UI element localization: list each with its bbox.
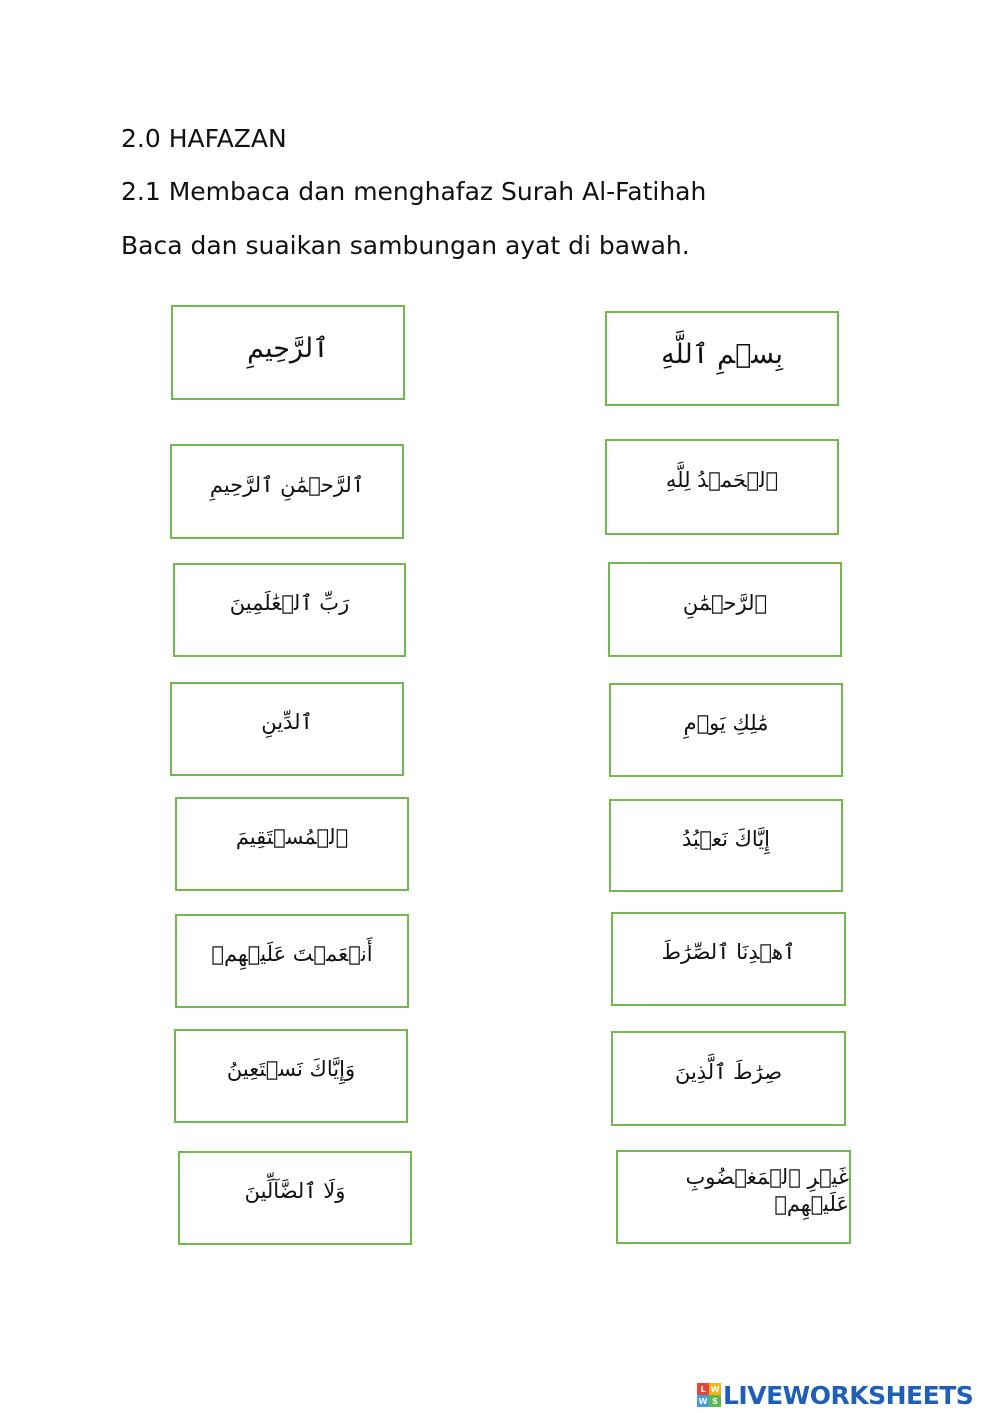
ayat-text: ٱلۡحَمۡدُ لِلَّهِ	[665, 468, 779, 493]
match-card-right[interactable]	[605, 311, 839, 406]
ayat-text: ٱلرَّحِيمِ	[247, 332, 329, 364]
match-card-left[interactable]	[178, 1151, 412, 1245]
logo-tile: L	[697, 1383, 709, 1395]
match-card-left[interactable]	[174, 1029, 408, 1123]
match-card-right[interactable]	[611, 912, 846, 1006]
match-card-right[interactable]	[608, 562, 842, 657]
logo-tile: S	[709, 1395, 721, 1407]
ayat-text: صِرَٰطَ ٱلَّذِينَ	[674, 1059, 783, 1084]
logo-tile: W	[698, 1396, 708, 1406]
ayat-text: مَٰلِكِ يَوۡمِ	[683, 711, 769, 736]
liveworksheets-brand	[697, 1378, 973, 1412]
ayat-text: ٱلۡمُسۡتَقِيمَ	[235, 825, 349, 850]
match-card-right[interactable]	[609, 683, 843, 777]
match-card-left[interactable]	[175, 914, 409, 1008]
ayat-text: ٱلرَّحۡمَٰنِ	[682, 590, 768, 615]
match-card-right[interactable]	[611, 1031, 846, 1126]
match-card-left[interactable]	[173, 563, 406, 657]
liveworksheets-logo-icon	[697, 1383, 721, 1407]
match-card-left[interactable]	[171, 305, 405, 400]
logo-tile: W	[710, 1384, 720, 1394]
ayat-text: رَبِّ ٱلۡعَٰلَمِينَ	[229, 591, 350, 616]
subsection-title: 2.1 Membaca dan menghafaz Surah Al-Fatihah	[121, 177, 707, 206]
ayat-text: بِسۡمِ ٱللَّهِ	[661, 338, 783, 370]
match-card-left[interactable]	[170, 682, 404, 776]
ayat-text: وَلَا ٱلضَّآلِّينَ	[244, 1179, 346, 1204]
ayat-text: غَيۡرِ ٱلۡمَغۡضُوبِ عَلَيۡهِمۡ	[685, 1164, 849, 1216]
match-card-left[interactable]	[170, 444, 404, 539]
ayat-text: وَإِيَّاكَ نَسۡتَعِينُ	[226, 1057, 356, 1082]
ayat-text: أَنۡعَمۡتَ عَلَيۡهِمۡ	[211, 942, 373, 967]
match-card-right[interactable]	[609, 799, 843, 892]
section-title: 2.0 HAFAZAN	[121, 124, 287, 153]
ayat-text: ٱهۡدِنَا ٱلصِّرَٰطَ	[661, 940, 796, 965]
brand-name: LIVEWORKSHEETS	[723, 1380, 974, 1410]
ayat-text: ٱلدِّينِ	[261, 710, 313, 735]
match-card-right[interactable]	[616, 1150, 851, 1244]
match-card-left[interactable]	[175, 797, 409, 891]
ayat-text: إِيَّاكَ نَعۡبُدُ	[682, 826, 770, 851]
ayat-text: ٱلرَّحۡمَٰنِ ٱلرَّحِيمِ	[209, 472, 365, 497]
match-card-right[interactable]	[605, 439, 839, 535]
instruction-text: Baca dan suaikan sambungan ayat di bawah.	[121, 231, 690, 260]
